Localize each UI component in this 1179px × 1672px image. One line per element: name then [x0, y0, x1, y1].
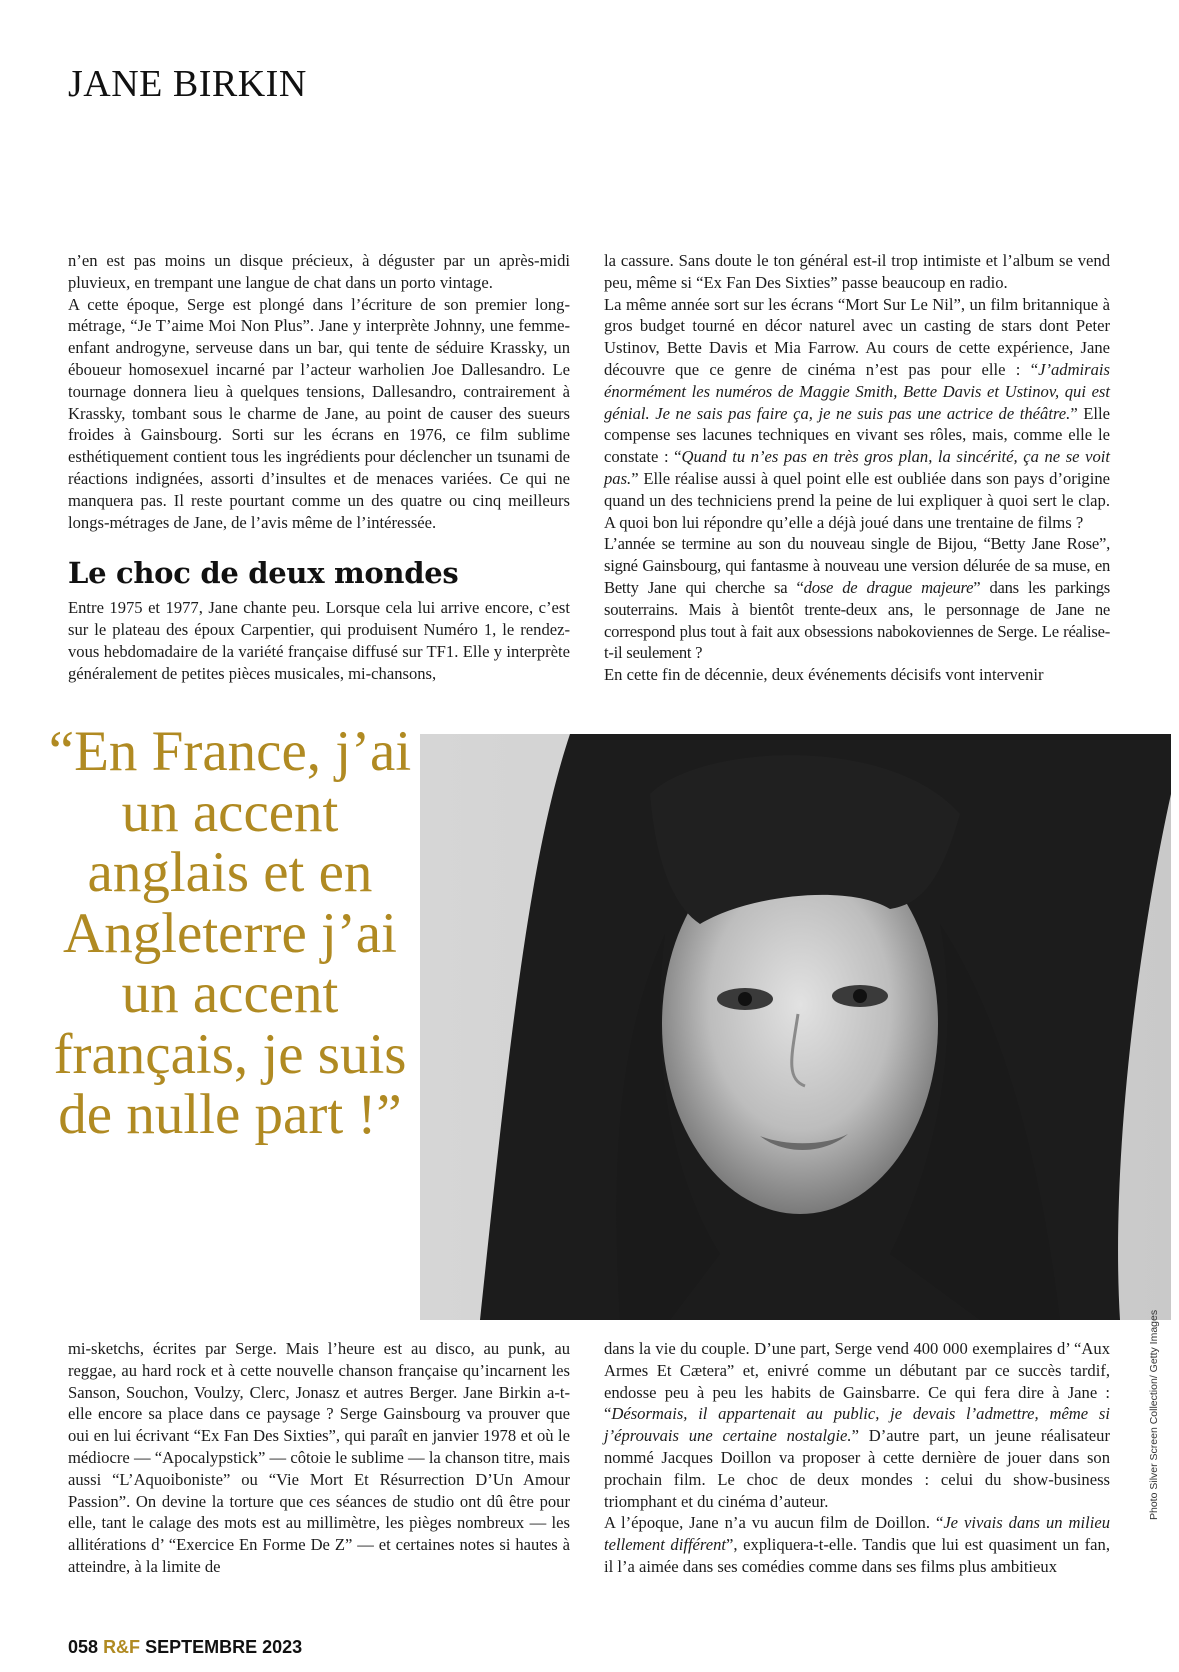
paragraph: La même année sort sur les écrans “Mort Sur Le Nil”, un film britannique à gros budget tourné en décor naturel avec un casting de stars dont Peter Ustinov, Bette Davis et Mia Farrow. Au cours de cette expérience, Jane découvre que ce genre de cinéma n’est pas pour elle : “J’admirais énormément les numéros de Maggie Smith, Bette Davis et Ustinov, qui est génial. Je ne sais pas faire ça, je ne suis pas une actrice de théâtre.” Elle compense ses lacunes techniques en vivant ses rôles, mais, comme elle le constate : “Quand tu n’es pas en très gros plan, la sincérité, ça ne se voit pas.” Elle réalise aussi à quel point elle est oubliée dans son pays d’origine quand un des techniciens prend la peine de lui expliquer à quoi sert le clap. A quoi bon lui répondre qu’elle a déjà joué dans une trentaine de films ? — [604, 294, 1110, 532]
photo-credit: Photo Silver Screen Collection/ Getty Images — [1148, 1309, 1160, 1520]
magazine-brand: R&F — [103, 1637, 141, 1657]
paragraph: dans la vie du couple. D’une part, Serge vend 400 000 exemplaires d’ “Aux Armes Et Cætera” et, enivré comme un débutant par ce succès tardif, endosse peu à peu les habits de Gainsbarre. Ce qui fera dire à Jane : “Désormais, il appartenait au public, je devais l’admettre, même si j’éprouvais une certaine nostalgie.” D’autre part, un jeune réalisateur nommé Jacques Doillon va proposer à cette dernière de jouer dans son prochain film. Le choc de deux mondes : celui du show-business triomphant et du cinéma d’auteur. — [604, 1339, 1110, 1511]
paragraph: L’année se termine au son du nouveau single de Bijou, “Betty Jane Rose”, signé Gainsbourg, qui fantasme à nouveau une version délurée de sa muse, en Betty Jane qui cherche sa “dose de drague majeure” dans les parkings souterrains. Mais à bientôt trente-deux ans, le personnage de Jane ne correspond plus tout à fait aux obsessions nabokoviennes de Serge. Le réalise-t-il seulement ? — [604, 534, 1111, 663]
paragraph: A cette époque, Serge est plongé dans l’écriture de son premier long-métrage, “Je T’aime Moi Non Plus”. Jane y interprète Johnny, une femme-enfant androgyne, serveuse dans un bar, qui tente de séduire Krassky, un éboueur homosexuel incarné par l’acteur warholien Joe Dallesandro. Le tournage donnera lieu à quelques tensions, Dallesandro, contrairement à Krassky, tombant sous le charme de Jane, au point de causer des sueurs froides à Gainsbourg. Sorti sur les écrans en 1976, ce film sublime esthétiquement contient tous les ingrédients pour déclencher un tsunami de réactions indignées, assorti d’insultes et de menaces variées. Ce qui ne manquera pas. Il reste pourtant comme un des quatre ou cinq meilleurs longs-métrages de Jane, de l’avis même de l’intéressée. — [68, 294, 570, 532]
column-bottom-right — [604, 1338, 1110, 1578]
paragraph: la cassure. Sans doute le ton général est-il trop intimiste et l’album se vend peu, même si “Ex Fan Des Sixties” passe beaucoup en radio. — [604, 251, 1110, 292]
quote-italic: Je vivais dans un milieu tellement différent — [604, 1513, 1110, 1555]
quote-italic: dose de drague majeure — [803, 577, 974, 597]
section-subheading: Le choc de deux mondes — [68, 556, 459, 591]
running-header: JANE BIRKIN — [68, 63, 307, 105]
quote-italic: Désormais, il appartenait au public, je devais l’admettre, même si j’éprouvais une certaine nostalgie. — [604, 1404, 1110, 1446]
pull-quote: “En France, j’ai un accent anglais et en Angleterre j’ai un accent français, je suis de nulle part !” — [48, 720, 412, 1146]
page-number: 058 — [68, 1637, 99, 1657]
paragraph: n’en est pas moins un disque précieux, à déguster par un après-midi pluvieux, en trempant une langue de chat dans un porto vintage. — [68, 251, 570, 292]
column-top-right — [604, 250, 1110, 686]
paragraph: En cette fin de décennie, deux événements décisifs vont intervenir — [604, 665, 1044, 685]
quote-italic: J’admirais énormément les numéros de Maggie Smith, Bette Davis et Ustinov, qui est génial. Je ne sais pas faire ça, je ne suis pas une actrice de théâtre. — [604, 359, 1110, 423]
portrait-illustration — [420, 734, 1171, 1320]
issue-date: SEPTEMBRE 2023 — [145, 1637, 303, 1657]
column-bottom-left — [68, 1338, 570, 1578]
paragraph: A l’époque, Jane n’a vu aucun film de Doillon. “Je vivais dans un milieu tellement différent”, expliquera-t-elle. Tandis que lui est quasiment un fan, il l’a aimée dans ses comédies comme dans ses films plus ambitieux — [604, 1513, 1110, 1576]
quote-italic: Quand tu n’es pas en très gros plan, la sincérité, ça ne se voit pas. — [604, 447, 1110, 488]
paragraph: Entre 1975 et 1977, Jane chante peu. Lorsque cela lui arrive encore, c’est sur le plateau des époux Carpentier, qui produisent Numéro 1, le rendez-vous hebdomadaire de la variété française diffusé sur TF1. Elle y interprète généralement de petites pièces musicales, mi-chansons, — [68, 598, 570, 683]
portrait-photo — [420, 734, 1171, 1320]
page-footer — [68, 1637, 302, 1658]
column-top-left — [68, 250, 570, 685]
paragraph: mi-sketchs, écrites par Serge. Mais l’heure est au disco, au punk, au reggae, au hard rock et à cette nouvelle chanson française qu’incarnent les Sanson, Souchon, Voulzy, Clerc, Jonasz et autres Berger. Jane Birkin a-t-elle encore sa place dans ce paysage ? Serge Gainsbourg va prouver que oui en lui écrivant “Ex Fan Des Sixties”, qui paraît en janvier 1978 et où le médiocre — “Apocalypstick” — côtoie le sublime — la chanson titre, mais aussi “L’Aquoiboniste” ou “Vie Mort Et Résurrection D’Un Amour Passion”. On devine la torture que ces séances de studio ont dû être pour elle, tant le calage des mots est au millimètre, les pièges nombreux — les allitérations d’ “Exercice En Forme De Z” — et certaines notes si hautes à atteindre, à la limite de — [68, 1339, 570, 1576]
